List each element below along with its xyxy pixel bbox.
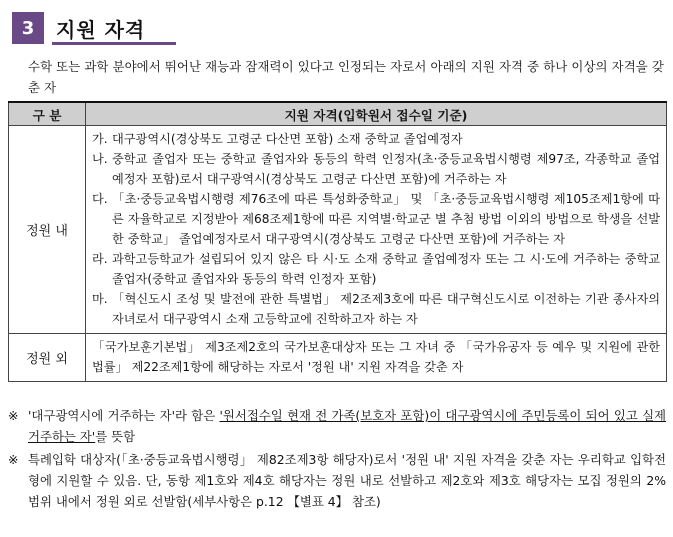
note-text	[28, 405, 666, 447]
out-quota-content	[86, 334, 667, 382]
item-text: 대구광역시(경상북도 고령군 다산면 포함) 소재 중학교 졸업예정자	[112, 132, 463, 146]
section-title: 지원 자격	[56, 18, 146, 42]
in-quota-content	[86, 126, 667, 334]
header-category: 구 분	[9, 102, 86, 126]
note-text: 특례입학 대상자(「초·중등교육법시행령」 제82조제3항 해당자)로서 '정원 내' 지원 자격을 갖춘 자는 우리학교 입학전형에 지원할 수 있음. 단, 동항 제1호와 제4호 해당자는 정원 내로 선발하고 제2호와 제3호 해당자는 모집 정원의 2% 범위 내에서 정원 외로 선발함(세부사항은 p.12 【별표 4】 참조)	[28, 452, 666, 509]
note-marker: ※	[8, 452, 19, 467]
note-suffix: 를 뜻함	[95, 429, 136, 444]
header-eligibility: 지원 자격(입학원서 접수일 기준)	[86, 102, 667, 126]
item-text: 「초·중등교육법시행령 제76조에 따른 특성화중학교」 및 「초·중등교육법시행령 제105조제1항에 따른 자율학교로 지정받아 제68조제1항에 따른 지역별·학교군 별 추첨 방법 이외의 방법으로 학생을 선발한 중학교」 졸업예정자로서 대구광역시(경상북도 고령군 다산면 포함)에 거주하는 자	[112, 192, 660, 246]
eligibility-table	[8, 101, 667, 382]
section-number: 3	[21, 17, 35, 39]
list-item	[92, 129, 660, 149]
list-item	[92, 249, 660, 289]
note-item	[8, 405, 666, 447]
table-row-out-quota	[9, 334, 667, 382]
list-item	[92, 289, 660, 329]
out-quota-text: 「국가보훈기본법」 제3조제2호의 국가보훈대상자 또는 그 자녀 중 「국가유공자 등 예우 및 지원에 관한 법률」 제22조제1항에 해당하는 자로서 '정원 내' 지원 자격을 갖춘 자	[92, 340, 660, 374]
item-marker: 나.	[92, 152, 108, 166]
item-marker: 다.	[92, 192, 108, 206]
table-header-row	[9, 102, 667, 126]
item-marker: 마.	[92, 292, 108, 306]
item-marker: 라.	[92, 252, 108, 266]
intro-text: 수학 또는 과학 분야에서 뛰어난 재능과 잠재력이 있다고 인정되는 자로서 아래의 지원 자격 중 하나 이상의 자격을 갖춘 자	[28, 59, 664, 95]
item-marker: 가.	[92, 132, 108, 146]
notes	[8, 405, 666, 514]
item-text: 「혁신도시 조성 및 발전에 관한 특별법」 제2조제3호에 따른 대구혁신도시로 이전하는 기관 종사자의 자녀로서 대구광역시 소재 고등학교에 진학하고자 하는 자	[112, 292, 660, 326]
section-number-badge	[12, 12, 44, 44]
note-marker: ※	[8, 408, 19, 423]
row-label-in-quota: 정원 내	[9, 126, 86, 334]
section-header	[8, 10, 168, 46]
note-prefix: '대구광역시에 거주하는 자'라 함은	[28, 408, 220, 423]
title-underline	[52, 42, 176, 45]
row-label-out-quota: 정원 외	[9, 334, 86, 382]
note-item	[8, 449, 666, 512]
list-item	[92, 189, 660, 249]
list-item	[92, 149, 660, 189]
item-text: 과학고등학교가 설립되어 있지 않은 타 시·도 소재 중학교 졸업예정자 또는 그 시·도에 거주하는 중학교 졸업자(중학교 졸업자와 동등의 학력 인정자 포함)	[112, 252, 660, 286]
note-underlined: '원서접수일 현재 전 가족(보호자 포함)이 대구광역시에 주민등록이 되어 있고 실제 거주하는 자'	[28, 408, 667, 444]
table-row-in-quota	[9, 126, 667, 334]
item-text: 중학교 졸업자 또는 중학교 졸업자와 동등의 학력 인정자(초·중등교육법시행령 제97조, 각종학교 졸업예정자 포함)로서 대구광역시(경상북도 고령군 다산면 포함)에 거주하는 자	[112, 152, 660, 186]
